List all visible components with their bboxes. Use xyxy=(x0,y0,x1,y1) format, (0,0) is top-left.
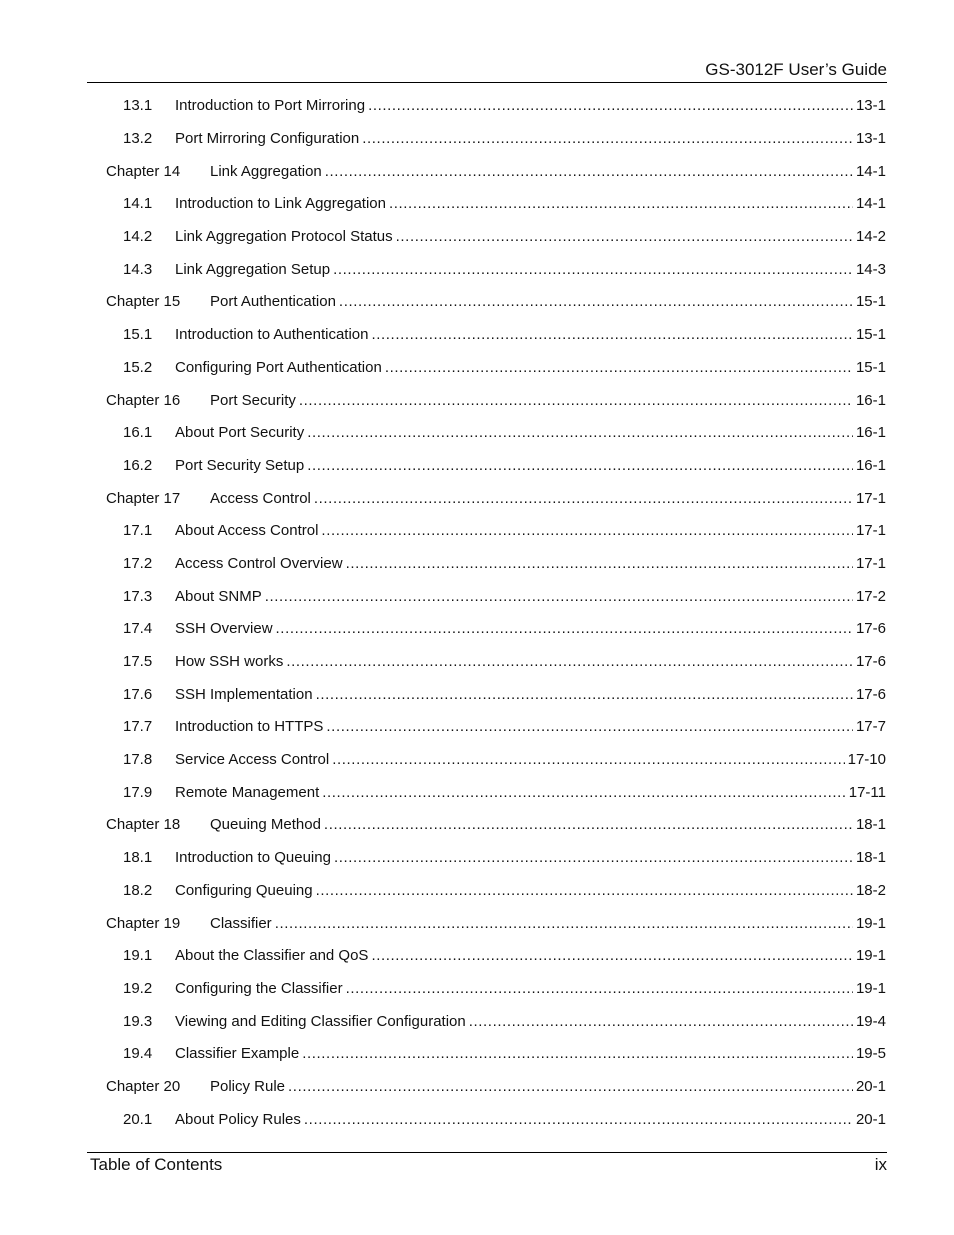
toc-row-chapter-17[interactable] xyxy=(106,482,886,515)
toc-entry-title: Policy Rule xyxy=(210,1077,286,1095)
toc-row-14-2[interactable] xyxy=(106,221,886,254)
toc-entry-number: Chapter 20 xyxy=(106,1077,181,1095)
toc-row-14-1[interactable] xyxy=(106,188,886,221)
toc-row-13-2[interactable] xyxy=(106,123,886,156)
toc-entry-number: 14.1 xyxy=(123,195,153,213)
toc-entry-title: About Port Security xyxy=(175,424,305,442)
toc-entry-title: Introduction to Link Aggregation xyxy=(175,195,386,213)
toc-entry-number: Chapter 17 xyxy=(106,489,181,507)
toc-entry-page: 17-1 xyxy=(855,522,886,540)
toc-row-chapter-18[interactable] xyxy=(106,809,886,842)
toc-entry-number: 19.2 xyxy=(123,979,153,997)
dot-leader xyxy=(276,620,853,638)
toc-entry-title: Port Mirroring Configuration xyxy=(175,130,360,148)
dot-leader xyxy=(371,326,852,344)
dot-leader xyxy=(275,915,853,933)
toc-entry-page: 18-2 xyxy=(855,881,886,899)
toc-entry-number: 17.2 xyxy=(123,554,153,572)
toc-entry-page: 13-1 xyxy=(855,97,886,115)
dot-leader xyxy=(333,261,853,279)
dot-leader xyxy=(362,130,853,148)
toc-entry-page: 19-1 xyxy=(855,979,886,997)
toc-entry-title: About the Classifier and QoS xyxy=(175,947,369,965)
toc-entry-title: SSH Implementation xyxy=(175,685,313,703)
toc-entry-number: 17.9 xyxy=(123,783,153,801)
toc-entry-title: About Policy Rules xyxy=(175,1110,301,1128)
toc-row-17-8[interactable] xyxy=(106,744,886,777)
toc-entry-number: 19.1 xyxy=(123,947,153,965)
dot-leader xyxy=(286,653,853,671)
dot-leader xyxy=(307,457,853,475)
toc-entry-title: Classifier Example xyxy=(175,1045,300,1063)
toc-entry-page: 17-6 xyxy=(855,685,886,703)
toc-entry-page: 17-1 xyxy=(855,554,886,572)
toc-row-19-4[interactable] xyxy=(106,1038,886,1071)
toc-entry-number: 20.1 xyxy=(123,1110,153,1128)
toc-entry-number: 16.2 xyxy=(123,456,153,474)
toc-entry-page: 14-1 xyxy=(855,162,886,180)
toc-row-chapter-16[interactable] xyxy=(106,384,886,417)
page-number: ix xyxy=(874,1155,887,1174)
toc-entry-page: 17-10 xyxy=(847,751,886,769)
toc-entry-page: 14-1 xyxy=(855,195,886,213)
toc-row-19-2[interactable] xyxy=(106,973,886,1006)
toc-entry-title: Service Access Control xyxy=(175,751,330,769)
toc-entry-number: Chapter 16 xyxy=(106,391,181,409)
toc-entry-number: 15.2 xyxy=(123,358,153,376)
toc-entry-page: 16-1 xyxy=(855,456,886,474)
toc-entry-title: About SNMP xyxy=(175,587,262,605)
toc-entry-title: Introduction to Port Mirroring xyxy=(175,97,366,115)
toc-entry-number: 14.3 xyxy=(123,260,153,278)
toc-entry-page: 16-1 xyxy=(855,424,886,442)
toc-entry-title: Link Aggregation Setup xyxy=(175,260,331,278)
toc-entry-title: Introduction to Authentication xyxy=(175,326,369,344)
dot-leader xyxy=(469,1013,853,1031)
toc-entry-page: 17-6 xyxy=(855,620,886,638)
toc-entry-number: 17.4 xyxy=(123,620,153,638)
toc-row-chapter-19[interactable] xyxy=(106,907,886,940)
toc-row-14-3[interactable] xyxy=(106,253,886,286)
toc-entry-number: 17.7 xyxy=(123,718,153,736)
dot-leader xyxy=(321,522,853,540)
dot-leader xyxy=(389,195,853,213)
toc-entry-page: 13-1 xyxy=(855,130,886,148)
dot-leader xyxy=(307,424,853,442)
toc-entry-title: Queuing Method xyxy=(210,816,321,834)
toc-entry-title: Access Control Overview xyxy=(175,554,343,572)
dot-leader xyxy=(346,980,853,998)
toc-entry-number: Chapter 15 xyxy=(106,293,181,311)
toc-entry-title: Configuring Queuing xyxy=(175,881,313,899)
toc-entry-title: About Access Control xyxy=(175,522,319,540)
toc-entry-page: 19-5 xyxy=(855,1045,886,1063)
toc-entry-page: 17-6 xyxy=(855,653,886,671)
dot-leader xyxy=(332,751,844,769)
guide-title: GS-3012F User’s Guide xyxy=(705,60,887,79)
toc-entry-title: Port Security Setup xyxy=(175,456,305,474)
toc-entry-page: 17-1 xyxy=(855,489,886,507)
dot-leader xyxy=(265,588,853,606)
toc-entry-title: Port Security xyxy=(210,391,296,409)
toc-row-18-1[interactable] xyxy=(106,842,886,875)
toc-entry-number: 17.8 xyxy=(123,751,153,769)
toc-entry-title: Viewing and Editing Classifier Configuration xyxy=(175,1012,466,1030)
toc-entry-page: 20-1 xyxy=(855,1077,886,1095)
toc-entry-number: 15.1 xyxy=(123,326,153,344)
dot-leader xyxy=(371,947,853,965)
toc-entry-number: 13.2 xyxy=(123,130,153,148)
toc-entry-number: 19.4 xyxy=(123,1045,153,1063)
toc-entry-number: 17.6 xyxy=(123,685,153,703)
toc-entry-number: Chapter 14 xyxy=(106,162,181,180)
dot-leader xyxy=(314,490,853,508)
toc-entry-number: 14.2 xyxy=(123,228,153,246)
dot-leader xyxy=(322,784,845,802)
toc-row-13-1[interactable] xyxy=(106,90,886,123)
toc-row-16-1[interactable] xyxy=(106,417,886,450)
toc-row-17-9[interactable] xyxy=(106,776,886,809)
dot-leader xyxy=(339,293,853,311)
toc-entry-number: 17.1 xyxy=(123,522,153,540)
toc-row-18-2[interactable] xyxy=(106,875,886,908)
toc-row-chapter-20[interactable] xyxy=(106,1071,886,1104)
toc-entry-title: Introduction to HTTPS xyxy=(175,718,324,736)
toc-row-19-3[interactable] xyxy=(106,1005,886,1038)
toc-row-17-5[interactable] xyxy=(106,646,886,679)
dot-leader xyxy=(385,359,853,377)
page-header xyxy=(87,58,887,83)
toc-entry-title: Access Control xyxy=(210,489,311,507)
toc-entry-page: 15-1 xyxy=(855,293,886,311)
toc-entry-title: Link Aggregation Protocol Status xyxy=(175,228,393,246)
toc-row-17-4[interactable] xyxy=(106,613,886,646)
dot-leader xyxy=(324,816,853,834)
toc-entry-number: Chapter 19 xyxy=(106,914,181,932)
toc-row-20-1[interactable] xyxy=(106,1103,886,1136)
dot-leader xyxy=(299,392,853,410)
toc-entry-title: Configuring Port Authentication xyxy=(175,358,382,376)
toc-entry-title: Remote Management xyxy=(175,783,320,801)
toc-entry-page: 15-1 xyxy=(855,358,886,376)
toc-row-15-2[interactable] xyxy=(106,352,886,385)
toc-entry-page: 14-2 xyxy=(855,228,886,246)
dot-leader xyxy=(325,163,853,181)
toc-entry-page: 18-1 xyxy=(855,849,886,867)
toc-entry-page: 17-2 xyxy=(855,587,886,605)
dot-leader xyxy=(302,1045,853,1063)
toc-entry-title: Link Aggregation xyxy=(210,162,322,180)
toc-row-19-1[interactable] xyxy=(106,940,886,973)
toc-entry-page: 17-11 xyxy=(848,783,886,801)
toc-entry-page: 14-3 xyxy=(855,260,886,278)
toc-row-15-1[interactable] xyxy=(106,319,886,352)
toc-entry-title: Introduction to Queuing xyxy=(175,849,331,867)
toc-entry-title: Classifier xyxy=(210,914,272,932)
toc-entry-page: 20-1 xyxy=(855,1110,886,1128)
toc-entry-title: Port Authentication xyxy=(210,293,336,311)
dot-leader xyxy=(304,1111,853,1129)
toc-entry-number: 18.2 xyxy=(123,881,153,899)
toc-entry-number: 17.5 xyxy=(123,653,153,671)
toc-entry-page: 19-1 xyxy=(855,914,886,932)
dot-leader xyxy=(326,718,853,736)
toc-row-16-2[interactable] xyxy=(106,450,886,483)
toc-entry-number: 18.1 xyxy=(123,849,153,867)
toc-entry-number: Chapter 18 xyxy=(106,816,181,834)
toc-entry-number: 16.1 xyxy=(123,424,153,442)
toc-entry-number: 19.3 xyxy=(123,1012,153,1030)
toc-entry-page: 18-1 xyxy=(855,816,886,834)
toc-row-17-6[interactable] xyxy=(106,678,886,711)
toc-row-chapter-15[interactable] xyxy=(106,286,886,319)
toc-row-17-2[interactable] xyxy=(106,548,886,581)
toc-row-17-3[interactable] xyxy=(106,580,886,613)
dot-leader xyxy=(288,1078,853,1096)
toc-entry-page: 19-4 xyxy=(855,1012,886,1030)
toc-entry-title: How SSH works xyxy=(175,653,284,671)
page-footer xyxy=(87,1152,887,1177)
footer-section-title: Table of Contents xyxy=(90,1155,223,1174)
dot-leader xyxy=(316,882,853,900)
toc-entry-page: 17-7 xyxy=(855,718,886,736)
toc-entry-page: 15-1 xyxy=(855,326,886,344)
dot-leader xyxy=(346,555,853,573)
toc-entry-page: 16-1 xyxy=(855,391,886,409)
table-of-contents xyxy=(106,90,886,1136)
toc-entry-number: 13.1 xyxy=(123,97,153,115)
toc-entry-number: 17.3 xyxy=(123,587,153,605)
toc-entry-title: SSH Overview xyxy=(175,620,273,638)
toc-entry-page: 19-1 xyxy=(855,947,886,965)
dot-leader xyxy=(316,686,853,704)
dot-leader xyxy=(368,97,853,115)
toc-row-17-1[interactable] xyxy=(106,515,886,548)
dot-leader xyxy=(334,849,853,867)
toc-row-17-7[interactable] xyxy=(106,711,886,744)
toc-row-chapter-14[interactable] xyxy=(106,155,886,188)
toc-entry-title: Configuring the Classifier xyxy=(175,979,343,997)
dot-leader xyxy=(396,228,853,246)
